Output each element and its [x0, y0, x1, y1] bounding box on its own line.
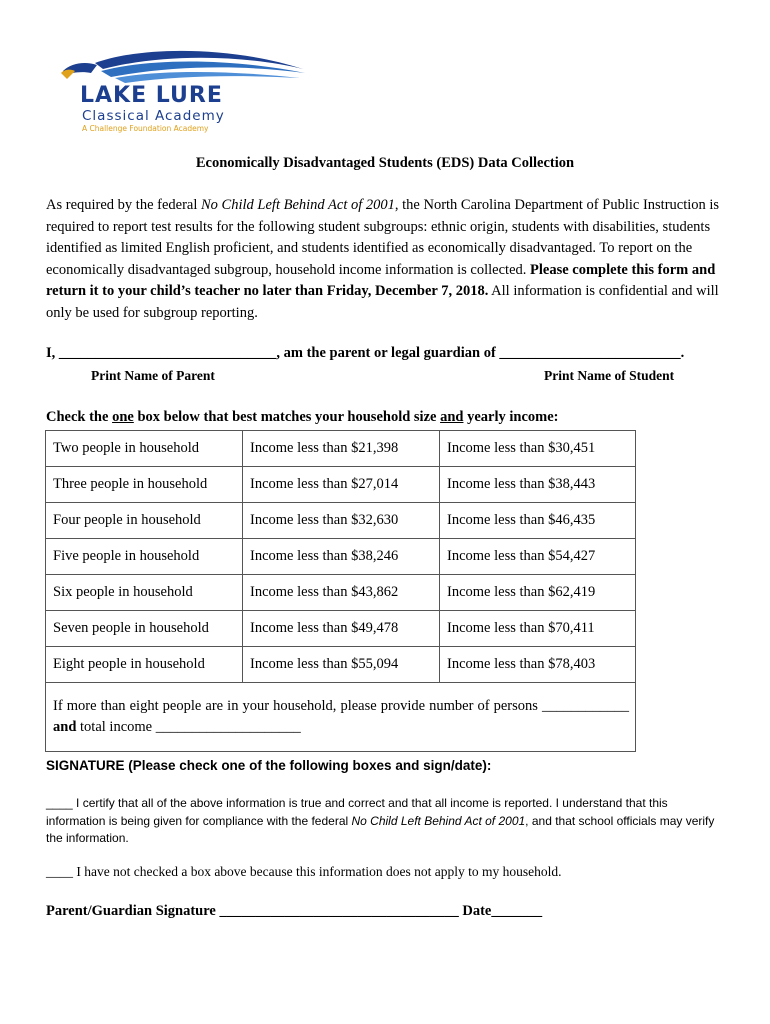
more-than-eight-text-2: total income ____________________ [76, 719, 301, 735]
certify-statement[interactable] [46, 795, 726, 848]
intro-paragraph [46, 195, 726, 324]
signature-date-line[interactable]: Parent/Guardian Signature _________________________________ Date_______ [46, 903, 543, 919]
more-than-eight-row [46, 683, 636, 752]
deadline-text: Please complete this form and return it to your child’s teacher no later than Friday, December 7, 2018. [46, 261, 716, 299]
act-name: No Child Left Behind Act of 2001 [201, 197, 395, 213]
income-table-row [46, 575, 636, 611]
not-applicable-statement[interactable]: ____ I have not checked a box above because this information does not apply to my household. [46, 864, 562, 879]
income-threshold-b-cell[interactable]: Income less than $70,411 [440, 611, 636, 647]
household-size-cell[interactable]: Two people in household [46, 431, 243, 467]
student-name-label: Print Name of Student [544, 368, 675, 383]
intro-text-2: , the North Carolina Department of Public Instruction is required to report test results for the following student subgroups: ethnic origin, students with disabilities, students identified as limited English proficient, and students identified as economically disadvantaged. To report on the economically disadvantaged subgroup, household income information is collected. [46, 197, 720, 278]
household-size-cell[interactable]: Five people in household [46, 539, 243, 575]
school-logo [55, 45, 315, 140]
more-than-eight-and: and [53, 719, 77, 735]
household-size-cell[interactable]: Three people in household [46, 467, 243, 503]
certify-text-1: ____ I certify that all of the above information is true and correct and that all income is reported. I understand that this information is being given for compliance with the federal [46, 796, 668, 828]
household-size-cell[interactable]: Four people in household [46, 503, 243, 539]
document-title: Economically Disadvantaged Students (EDS) Data Collection [195, 155, 575, 171]
income-threshold-a-cell[interactable]: Income less than $27,014 [243, 467, 440, 503]
check-instruction-and: and [440, 409, 464, 425]
income-threshold-a-cell[interactable]: Income less than $21,398 [243, 431, 440, 467]
check-instruction-text-2: box below that best matches your household size [133, 409, 441, 425]
income-table-row [46, 467, 636, 503]
parent-name-label: Print Name of Parent [91, 368, 215, 383]
income-threshold-a-cell[interactable]: Income less than $43,862 [243, 575, 440, 611]
income-threshold-b-cell[interactable]: Income less than $38,443 [440, 467, 636, 503]
income-table-row [46, 539, 636, 575]
logo-subtitle: Classical Academy [82, 108, 225, 124]
income-threshold-b-cell[interactable]: Income less than $78,403 [440, 647, 636, 683]
guardian-name-line[interactable]: I, ______________________________, am the parent or legal guardian of _________________________. [46, 345, 685, 361]
household-size-cell[interactable]: Eight people in household [46, 647, 243, 683]
income-threshold-a-cell[interactable]: Income less than $55,094 [243, 647, 440, 683]
check-instruction [46, 409, 559, 426]
income-threshold-b-cell[interactable]: Income less than $62,419 [440, 575, 636, 611]
income-table [45, 430, 636, 752]
more-than-eight-text-1: If more than eight people are in your household, please provide number of persons ____________ [53, 698, 629, 714]
signature-heading: SIGNATURE (Please check one of the following boxes and sign/date): [46, 758, 492, 773]
income-table-row [46, 647, 636, 683]
income-threshold-b-cell[interactable]: Income less than $46,435 [440, 503, 636, 539]
income-table-body [46, 431, 636, 683]
income-threshold-b-cell[interactable]: Income less than $54,427 [440, 539, 636, 575]
household-size-cell[interactable]: Seven people in household [46, 611, 243, 647]
income-threshold-a-cell[interactable]: Income less than $49,478 [243, 611, 440, 647]
intro-text-3: All information is confidential and will only be used for subgroup reporting. [46, 283, 719, 321]
income-table-row [46, 503, 636, 539]
logo-tagline: A Challenge Foundation Academy [82, 124, 209, 133]
certify-act-name: No Child Left Behind Act of 2001 [351, 813, 526, 828]
income-threshold-a-cell[interactable]: Income less than $32,630 [243, 503, 440, 539]
more-than-eight-cell[interactable] [46, 683, 636, 752]
income-table-row [46, 431, 636, 467]
check-instruction-one: one [112, 409, 134, 425]
income-threshold-a-cell[interactable]: Income less than $38,246 [243, 539, 440, 575]
income-threshold-b-cell[interactable]: Income less than $30,451 [440, 431, 636, 467]
household-size-cell[interactable]: Six people in household [46, 575, 243, 611]
income-table-row [46, 611, 636, 647]
check-instruction-text-3: yearly income: [463, 409, 559, 425]
certify-text-2: , and that school officials may verify the information. [46, 813, 715, 845]
intro-text-1: As required by the federal [46, 197, 202, 213]
check-instruction-text-1: Check the [46, 409, 113, 425]
logo-title: LAKE LURE [80, 83, 223, 108]
